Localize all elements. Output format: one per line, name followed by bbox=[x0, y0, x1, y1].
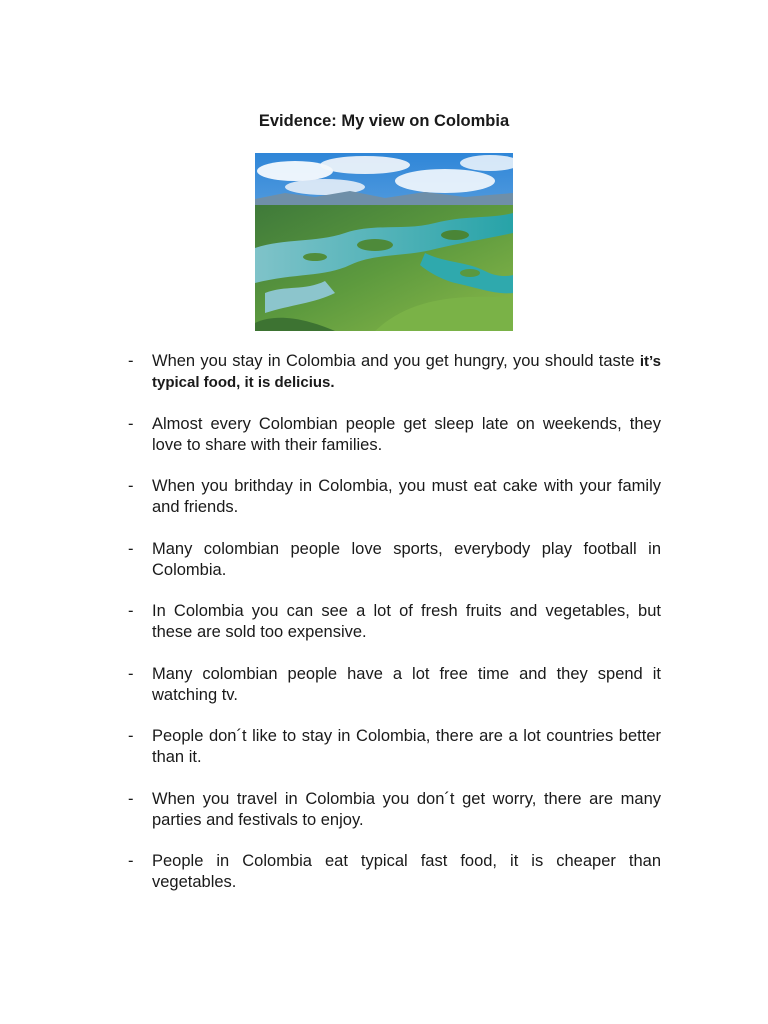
list-item bbox=[128, 664, 661, 706]
list-item bbox=[128, 789, 661, 831]
list-item bbox=[128, 539, 661, 581]
list-item bbox=[128, 851, 661, 893]
list-item bbox=[128, 414, 661, 456]
bullet-dash: - bbox=[128, 352, 134, 370]
aerial-lake-landscape-photo bbox=[255, 153, 513, 331]
document-title: Evidence: My view on Colombia bbox=[258, 112, 510, 130]
list-item-text: In Colombia you can see a lot of fresh fruits and vegetables, but these are sold too expensive. bbox=[152, 602, 661, 641]
bullet-dash: - bbox=[128, 477, 134, 495]
bullet-dash: - bbox=[128, 602, 134, 620]
bullet-dash: - bbox=[128, 414, 134, 433]
bullet-dash: - bbox=[128, 852, 134, 870]
list-item bbox=[128, 726, 661, 768]
list-item-text: When you brithday in Colombia, you must eat cake with your family and friends. bbox=[152, 477, 661, 516]
bullet-dash: - bbox=[128, 539, 134, 558]
list-item bbox=[128, 601, 661, 643]
list-item-bold-text: it’s typical food, it is delicius. bbox=[152, 353, 661, 391]
list-item-text: People in Colombia eat typical fast food, it is cheaper than vegetables. bbox=[152, 852, 661, 891]
list-item-text: Almost every Colombian people get sleep late on weekends, they love to share with their families. bbox=[152, 414, 661, 454]
list-item-text: When you travel in Colombia you don´t get worry, there are many parties and festivals to enjoy. bbox=[152, 789, 661, 829]
list-item-text: Many colombian people love sports, everybody play football in Colombia. bbox=[152, 539, 661, 579]
bullet-dash: - bbox=[128, 664, 134, 683]
bullet-dash: - bbox=[128, 789, 134, 808]
list-item bbox=[128, 476, 661, 518]
bullet-dash: - bbox=[128, 727, 134, 745]
list-item-text: People don´t like to stay in Colombia, there are a lot countries better than it. bbox=[152, 727, 661, 766]
list-item-text: When you stay in Colombia and you get hungry, you should taste bbox=[152, 352, 640, 370]
bullet-list bbox=[128, 351, 661, 914]
list-item-text: Many colombian people have a lot free time and they spend it watching tv. bbox=[152, 664, 661, 704]
list-item bbox=[128, 351, 661, 393]
